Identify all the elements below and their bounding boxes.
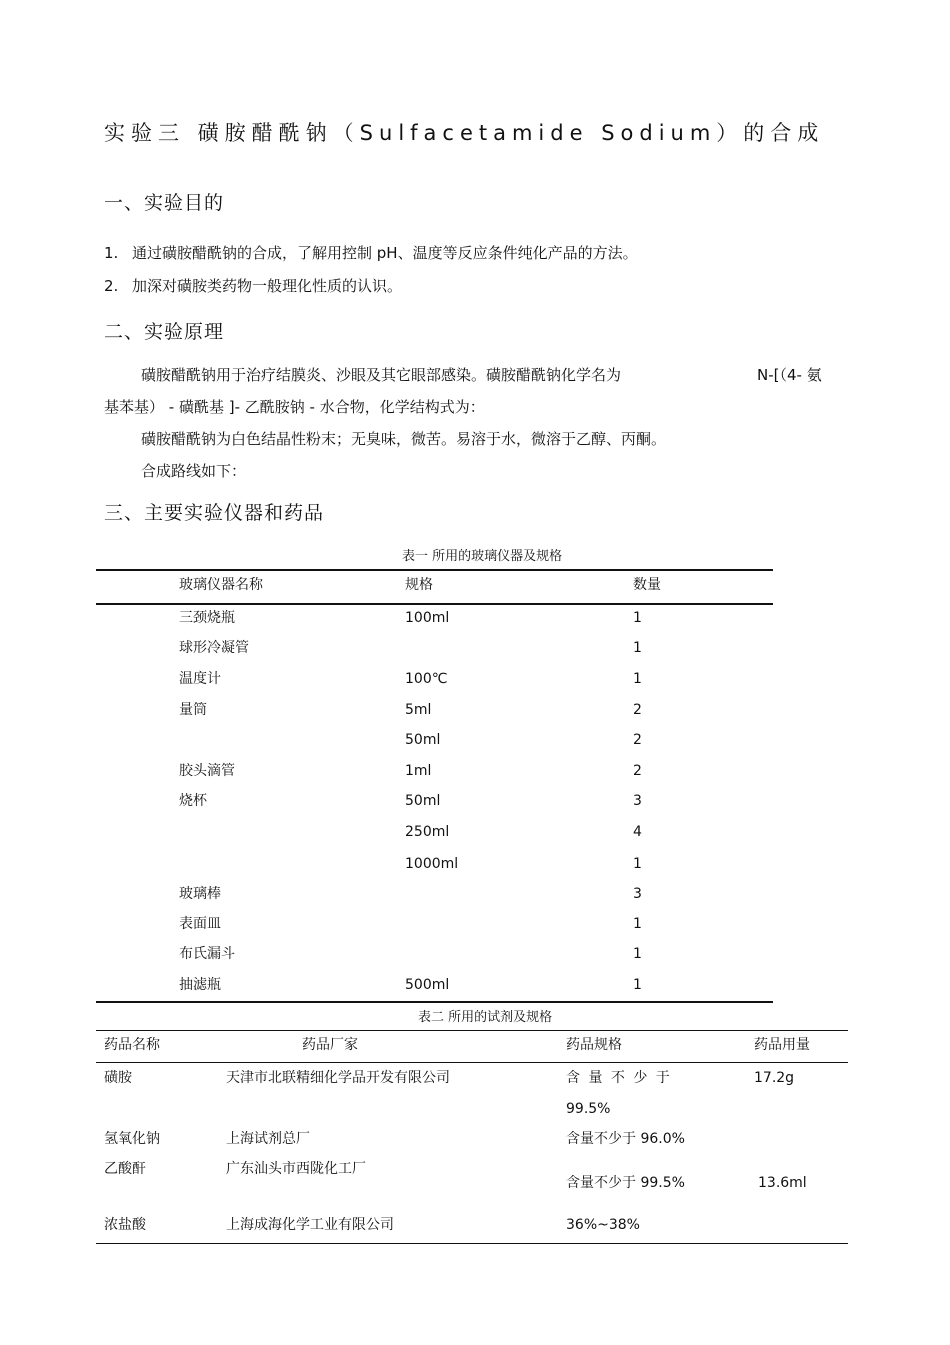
table2-header-spec: 药品规格 bbox=[566, 1037, 622, 1053]
principle-para2: 磺胺醋酰钠为白色结晶性粉末；无臭味，微苦。易溶于水，微溶于乙醇、丙酮。 bbox=[141, 430, 667, 448]
table1-cell-qty: 1 bbox=[633, 671, 642, 687]
table2-header-name: 药品名称 bbox=[104, 1037, 160, 1053]
principle-para1-line2: 基苯基） - 磺酰基 ]- 乙酰胺钠 - 水合物，化学结构式为： bbox=[104, 398, 485, 416]
table1-cell-spec: 5ml bbox=[405, 702, 432, 718]
list-text: 加深对磺胺类药物一般理化性质的认识。 bbox=[132, 277, 403, 295]
table1-cell-qty: 1 bbox=[633, 977, 642, 993]
table1-cell-name: 量筒 bbox=[179, 702, 207, 718]
table2-cell-name: 乙酸酐 bbox=[104, 1161, 146, 1177]
table1-cell-qty: 1 bbox=[633, 916, 642, 932]
table2-cell-maker: 广东汕头市西陇化工厂 bbox=[226, 1161, 366, 1177]
principle-para1-line1: 磺胺醋酰钠用于治疗结膜炎、沙眼及其它眼部感染。磺胺醋酰钠化学名为 bbox=[141, 366, 622, 384]
table2-cell-name: 磺胺 bbox=[104, 1070, 132, 1086]
table1-cell-spec: 250ml bbox=[405, 824, 450, 840]
table1-caption: 表一 所用的玻璃仪器及规格 bbox=[402, 549, 563, 564]
table1-cell-spec: 500ml bbox=[405, 977, 450, 993]
table2-cell-amount: 17.2g bbox=[754, 1070, 795, 1086]
table1-cell-name: 表面皿 bbox=[179, 916, 221, 932]
table1-cell-qty: 3 bbox=[633, 793, 642, 809]
document-title: 实验三 磺胺醋酰钠（Sulfacetamide Sodium）的合成 bbox=[104, 121, 825, 145]
table2-header-rule bbox=[96, 1062, 848, 1063]
table1-cell-name: 球形冷凝管 bbox=[179, 640, 249, 656]
section-heading-principle: 二、实验原理 bbox=[104, 321, 225, 343]
table1-cell-spec: 50ml bbox=[405, 793, 441, 809]
table2-header-maker: 药品厂家 bbox=[302, 1037, 358, 1053]
table1-cell-spec: 100ml bbox=[405, 610, 450, 626]
list-number: 2. bbox=[104, 277, 119, 295]
table1-cell-qty: 1 bbox=[633, 610, 642, 626]
table2-bottom-rule bbox=[96, 1243, 848, 1244]
table1-header-name: 玻璃仪器名称 bbox=[179, 577, 263, 593]
objective-item-2 bbox=[104, 276, 402, 296]
table2-cell-maker: 天津市北联精细化学品开发有限公司 bbox=[226, 1070, 450, 1086]
table1-cell-name: 温度计 bbox=[179, 671, 221, 687]
table1-cell-spec: 50ml bbox=[405, 732, 441, 748]
table2-cell-name: 浓盐酸 bbox=[104, 1217, 146, 1233]
table2-cell-spec-value: 99.5% bbox=[566, 1101, 611, 1117]
table2-cell-spec: 36%~38% bbox=[566, 1217, 640, 1233]
table1-top-rule bbox=[96, 569, 773, 571]
table1-header-qty: 数量 bbox=[633, 577, 661, 593]
table1-cell-name: 玻璃棒 bbox=[179, 886, 221, 902]
list-number: 1. bbox=[104, 244, 119, 262]
table1-bottom-rule bbox=[96, 1001, 773, 1003]
table2-cell-maker: 上海成海化学工业有限公司 bbox=[226, 1217, 394, 1233]
table1-cell-qty: 3 bbox=[633, 886, 642, 902]
table1-cell-name: 烧杯 bbox=[179, 793, 207, 809]
table1-cell-name: 布氏漏斗 bbox=[179, 946, 235, 962]
table1-cell-qty: 2 bbox=[633, 732, 642, 748]
table1-cell-spec: 1000ml bbox=[405, 856, 459, 872]
principle-para3: 合成路线如下： bbox=[141, 462, 247, 480]
table1-cell-qty: 1 bbox=[633, 946, 642, 962]
table1-cell-qty: 1 bbox=[633, 856, 642, 872]
table2-cell-name: 氢氧化钠 bbox=[104, 1131, 160, 1147]
table2-cell-amount: 13.6ml bbox=[758, 1175, 807, 1191]
section-heading-materials: 三、主要实验仪器和药品 bbox=[104, 502, 325, 524]
table1-header-rule bbox=[96, 603, 773, 605]
table1-cell-name: 抽滤瓶 bbox=[179, 977, 221, 993]
table2-caption: 表二 所用的试剂及规格 bbox=[418, 1010, 553, 1025]
table1-cell-name: 三颈烧瓶 bbox=[179, 610, 235, 626]
table1-cell-spec: 100℃ bbox=[405, 671, 448, 687]
objective-item-1 bbox=[104, 243, 638, 263]
table1-cell-qty: 4 bbox=[633, 824, 642, 840]
table2-header-amount: 药品用量 bbox=[754, 1037, 810, 1053]
table2-cell-spec: 含量不少于 96.0% bbox=[566, 1131, 685, 1147]
table2-top-rule bbox=[96, 1030, 848, 1031]
table1-cell-qty: 2 bbox=[633, 702, 642, 718]
table2-cell-spec: 含 量 不 少 于 bbox=[566, 1070, 672, 1086]
table1-header-spec: 规格 bbox=[405, 577, 433, 593]
table1-cell-qty: 1 bbox=[633, 640, 642, 656]
table2-cell-maker: 上海试剂总厂 bbox=[226, 1131, 310, 1147]
section-heading-objectives: 一、实验目的 bbox=[104, 192, 225, 214]
table1-cell-name: 胶头滴管 bbox=[179, 763, 235, 779]
table1-cell-qty: 2 bbox=[633, 763, 642, 779]
table1-cell-spec: 1ml bbox=[405, 763, 432, 779]
list-text: 通过磺胺醋酰钠的合成，了解用控制 pH、温度等反应条件纯化产品的方法。 bbox=[132, 244, 638, 262]
table2-cell-spec: 含量不少于 99.5% bbox=[566, 1175, 685, 1191]
principle-para1-line1-tail: N-[（4- 氨 bbox=[757, 366, 822, 384]
